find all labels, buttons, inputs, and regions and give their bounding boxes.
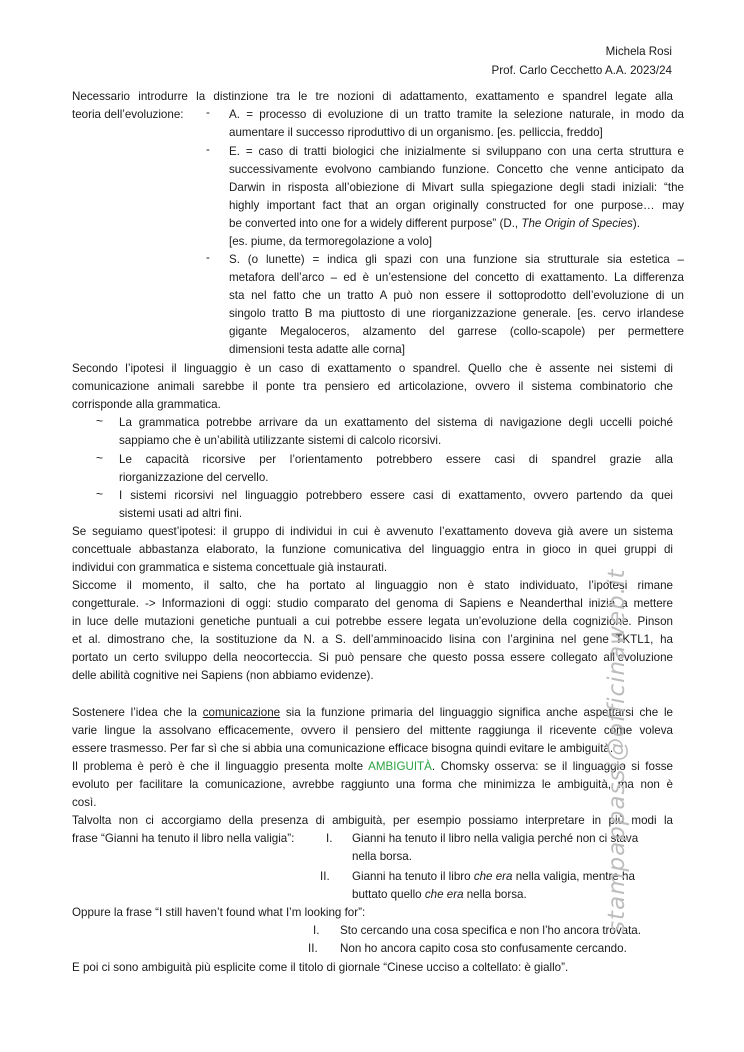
spandrel-line-5: gigante Megaloceros, alzamento del garrese (collo-scapole) per permettere [229,325,684,338]
gianni-reading-2-line-2: buttato quello che era nella borsa. [352,888,527,901]
paragraph-3-line-8: portato un certo sviluppo della neocorteccia. Si può pensare che questo possa essere collegato all’evoluzione [72,651,673,664]
spandrel-line-2: metafora dell’arco – ed è un’estensione del concetto di exattamento. La differenza [229,271,684,284]
author-name: Michela Rosi [605,45,672,58]
dash-marker-e: - [206,143,210,156]
song-reading-2: Non ho ancora capito cosa sto confusamente cercando. [340,942,627,955]
gianni-reading-1-line-1: Gianni ha tenuto il libro nella valigia perché non ci stava [352,832,639,845]
exattamento-line-2: successivamente evolvono cambiando funzione. Concetto che venne anticipato da [229,163,684,176]
spandrel-line-4: singolo tratto B ma piuttosto di une riorganizzazione generale. [es. cervo irlandese [229,307,684,320]
intro-line-2: teoria dell’evoluzione: [72,108,184,121]
bullet-marker-3: ~ [96,487,104,501]
bullet-marker-1: ~ [96,414,104,428]
course-info: Prof. Carlo Cecchetto A.A. 2023/24 [491,64,672,77]
bullet-3-line-1: I sistemi ricorsivi nel linguaggio potrebbero essere casi di exattamento, ovvero partendo da quei [119,489,673,502]
spandrel-line-3: sta nel fatto che un tratto A può non essere il sottoprodotto dell’evoluzione di un [229,289,684,302]
highlighted-word: AMBIGUITÀ [368,760,432,773]
roman-numeral-3: I. [313,924,320,937]
dash-marker-a: - [206,106,210,119]
exattamento-line-3: Darwin in risposta all’obiezione di Mivart sulla spiegazione degli stadi iniziali: “the [229,181,684,194]
paragraph-3-line-5: congetturale. -> Informazioni di oggi: studio comparato del genoma di Sapiens e Neanderthal inizia a mettere [72,597,673,610]
bullet-2-line-2: riorganizzazione del cervello. [119,471,269,484]
bullet-3-line-2: sistemi usati ad altri fini. [119,507,243,520]
paragraph-3-line-6: in luce delle mutazioni genetiche puntuali a cui potrebbe essere legata un’evoluzione della cognizione. Pinson [72,615,673,628]
underlined-word: comunicazione [202,706,281,719]
book-title: The Origin of Species [521,217,633,230]
paragraph-3-line-4: Siccome il momento, il salto, che ha portato al linguaggio non è stato individuato, l’ipotesi rimane [72,579,673,592]
dash-marker-s: - [206,251,210,264]
paragraph-4-line-5: evoluto per facilitare la comunicazione, avrebbe raggiunto una forma che minimizza le ambiguità, ma non è [72,778,673,791]
spandrel-line-6: dimensioni testa adatte alle corna] [229,343,405,356]
exattamento-line-4: highly important fact that an organ originally constructed for one purpose… may [229,199,684,212]
paragraph-4-line-1: Sostenere l’idea che la comunicazione sia la funzione primaria del linguaggio significa anche aspettarsi che le [72,706,673,719]
paragraph-4-line-9: Oppure la frase “I still haven’t found what I’m looking for”: [72,906,366,919]
paragraph-4-line-10: E poi ci sono ambiguità più esplicite come il titolo di giornale “Cinese ucciso a coltellato: è giallo”. [72,961,569,974]
paragraph-4-line-4: Il problema è però è che il linguaggio presenta molte AMBIGUITÀ. Chomsky osserva: se il linguaggio si fosse [72,760,673,773]
bullet-2-line-1: Le capacità ricorsive per l’orientamento potrebbero essere casi di spandrel grazie alla [119,453,673,466]
roman-numeral-4: II. [308,942,318,955]
bullet-marker-2: ~ [96,451,104,465]
song-reading-1: Sto cercando una cosa specifica e non l’ho ancora trovata. [340,924,641,937]
roman-numeral-1: I. [326,832,333,845]
paragraph-3-line-7: et al. dimostrano che, la sostituzione da N. a S. dell’amminoacido lisina con l’arginina nel gene TKTL1, ha [72,633,673,646]
adattamento-line-1: A. = processo di evoluzione di un tratto tramite la selezione naturale, in modo da [229,108,684,121]
paragraph-4-line-6: così. [72,796,97,809]
paragraph-3-line-1: Se seguiamo quest’ipotesi: il gruppo di individui in cui è avvenuto l’exattamento doveva già avere un sistema [72,525,673,538]
hypothesis-line-3: corrisponde alla grammatica. [72,398,221,411]
paragraph-4-line-7: Talvolta non ci accorgiamo della presenza di ambiguità, per esempio possiamo interpretare in più modi la [72,814,673,827]
exattamento-line-5: be converted into one for a widely different purpose” (D., The Origin of Species). [229,217,640,230]
gianni-reading-2-line-1: Gianni ha tenuto il libro che era nella valigia, mentre ha [352,870,635,883]
exattamento-line-1: E. = caso di tratti biologici che inizialmente si sviluppano con una certa struttura e [229,145,684,158]
paragraph-4-line-2: varie lingue la assolvano efficacemente, ovvero il pensiero del mittente raggiunga il ricevente come voleva [72,724,673,737]
watermark-text: stampappassi@officinaweb.it [604,568,630,933]
paragraph-3-line-3: individui con grammatica e sistema concettuale già instaurati. [72,561,388,574]
roman-numeral-2: II. [320,870,330,883]
exattamento-line-6: [es. piume, da termoregolazione a volo] [229,235,433,248]
hypothesis-line-1: Secondo l’ipotesi il linguaggio è un caso di exattamento o spandrel. Quello che è assente nei sistemi di [72,362,673,375]
bullet-1-line-2: sappiamo che è un’abilità utilizzante sistemi di calcolo ricorsivi. [119,434,442,447]
hypothesis-line-2: comunicazione animali sarebbe il ponte tra pensiero ed articolazione, ovvero il sistema combinatorio che [72,380,673,393]
paragraph-3-line-9: delle abilità cognitive nei Sapiens (non abbiamo evidenze). [72,669,374,682]
spandrel-line-1: S. (o lunette) = indica gli spazi con una funzione sia strutturale sia estetica – [229,253,684,266]
gianni-reading-1-line-2: nella borsa. [352,850,412,863]
bullet-1-line-1: La grammatica potrebbe arrivare da un exattamento del sistema di navigazione degli uccelli poiché [119,416,673,429]
paragraph-3-line-2: concettuale abbastanza elaborato, la funzione comunicativa del linguaggio entra in gioco in quei gruppi di [72,543,673,556]
adattamento-line-2: aumentare il successo riproduttivo di un organismo. [es. pelliccia, freddo] [229,126,603,139]
paragraph-4-line-8: frase “Gianni ha tenuto il libro nella valigia”: [72,832,295,845]
paragraph-4-line-3: essere trasmesso. Per far sì che si abbia una comunicazione efficace bisogna quindi evitare le ambiguità. [72,742,614,755]
intro-line-1: Necessario introdurre la distinzione tra le tre nozioni di adattamento, exattamento e spandrel legate alla [72,90,673,103]
